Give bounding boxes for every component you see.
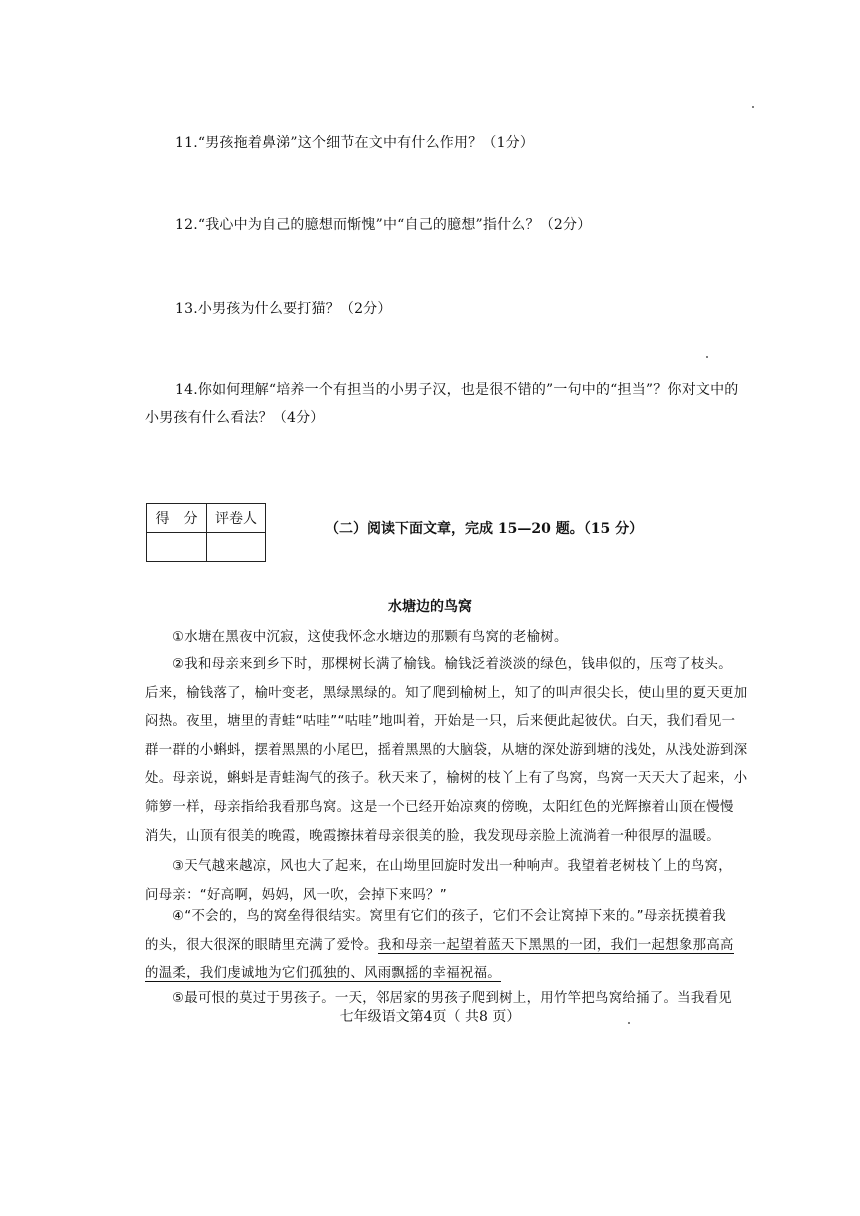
- question-14: [145, 376, 770, 432]
- paragraph-line: 后来，榆钱落了，榆叶变老，黑绿黑绿的。知了爬到榆树上，知了的叫声很尖长，使山里的夏天更加: [145, 685, 748, 701]
- article-title: 水塘边的鸟窝: [388, 599, 472, 615]
- paragraph-line: [145, 932, 765, 961]
- paragraph-line: ⑤最可恨的莫过于男孩子。一天，邻居家的男孩子爬到树上，用竹竿把鸟窝给捅了。当我看见: [172, 991, 732, 1006]
- paragraph-1: [145, 624, 765, 653]
- underlined-sentence: 的温柔，我们虔诚地为它们孤独的、风雨飘摇的幸福祝福。: [145, 966, 501, 982]
- paragraph-4: [145, 903, 765, 989]
- question-11: 11.“男孩拖着鼻涕”这个细节在文中有什么作用？（1分）: [175, 135, 535, 151]
- paragraph-line: 处。母亲说，蝌蚪是青蛙淘气的孩子。秋天来了，榆树的枝丫上有了鸟窝，鸟窝一天天大了起来，小: [145, 771, 748, 787]
- question-14-line-1: 14.你如何理解“培养一个有担当的小男子汉，也是很不错的”一句中的“担当”？你对文中的: [175, 382, 739, 398]
- score-table: [146, 503, 266, 562]
- section-2-heading: （二）阅读下面文章，完成 15—20 题。（15 分）: [325, 521, 644, 537]
- question-14-line-2: 小男孩有什么看法？（4分）: [145, 410, 325, 426]
- question-12: 12.“我心中为自己的臆想而惭愧”中“自己的臆想”指什么？（2分）: [175, 217, 592, 233]
- paragraph-line: ②我和母亲来到乡下时，那棵树长满了榆钱。榆钱泛着淡淡的绿色，钱串似的，压弯了枝头。: [172, 657, 732, 672]
- paragraph-line: ④“不会的，鸟的窝垒得很结实。窝里有它们的孩子，它们不会让窝掉下来的。”母亲抚摸着我: [172, 909, 727, 924]
- paragraph-line: 筛箩一样，母亲指给我看那鸟窝。这是一个已经开始凉爽的傍晚，太阳红色的光辉擦着山顶在慢慢: [145, 799, 734, 815]
- score-cell: [147, 533, 207, 562]
- score-header: 得 分: [147, 504, 207, 533]
- question-13: 13.小男孩为什么要打猫？（2分）: [175, 301, 392, 317]
- paragraph-line: 问母亲：“好高啊，妈妈，风一吹，会掉下来吗？”: [145, 887, 447, 903]
- grader-header: 评卷人: [207, 504, 266, 533]
- scan-speck: [628, 1022, 630, 1024]
- scan-speck: [752, 106, 754, 108]
- paragraph-line: 闷热。夜里，塘里的青蛙“咕哇”“咕哇”地叫着，开始是一只，后来便此起彼伏。白天，我们看见一: [145, 714, 736, 730]
- grader-cell: [207, 533, 266, 562]
- paragraph-line: 消失，山顶有很美的晚霞，晚霞擦抹着母亲很美的脸，我发现母亲脸上流淌着一种很厚的温暖。: [145, 828, 721, 844]
- underlined-sentence: 我和母亲一起望着蓝天下黑黑的一团，我们一起想象那高高: [377, 937, 734, 953]
- scan-speck: [706, 356, 708, 358]
- paragraph-line: 群一群的小蝌蚪，摆着黑黑的小尾巴，摇着黑黑的大脑袋，从塘的深处游到塘的浅处，从浅处游到深: [145, 742, 748, 758]
- page-footer: 七年级语文第4页（ 共8 页）: [339, 1009, 521, 1025]
- paragraph-text: 的头，很大很深的眼睛里充满了爱怜。: [145, 937, 378, 953]
- paragraph-3: [145, 853, 765, 910]
- paragraph-line: ①水塘在黑夜中沉寂，这使我怀念水塘边的那颗有鸟窝的老榆树。: [172, 630, 568, 645]
- paragraph-2: [145, 651, 765, 851]
- paragraph-line: ③天气越来越凉，风也大了起来，在山坳里回旋时发出一种响声。我望着老树枝丫上的鸟窝，: [172, 859, 732, 874]
